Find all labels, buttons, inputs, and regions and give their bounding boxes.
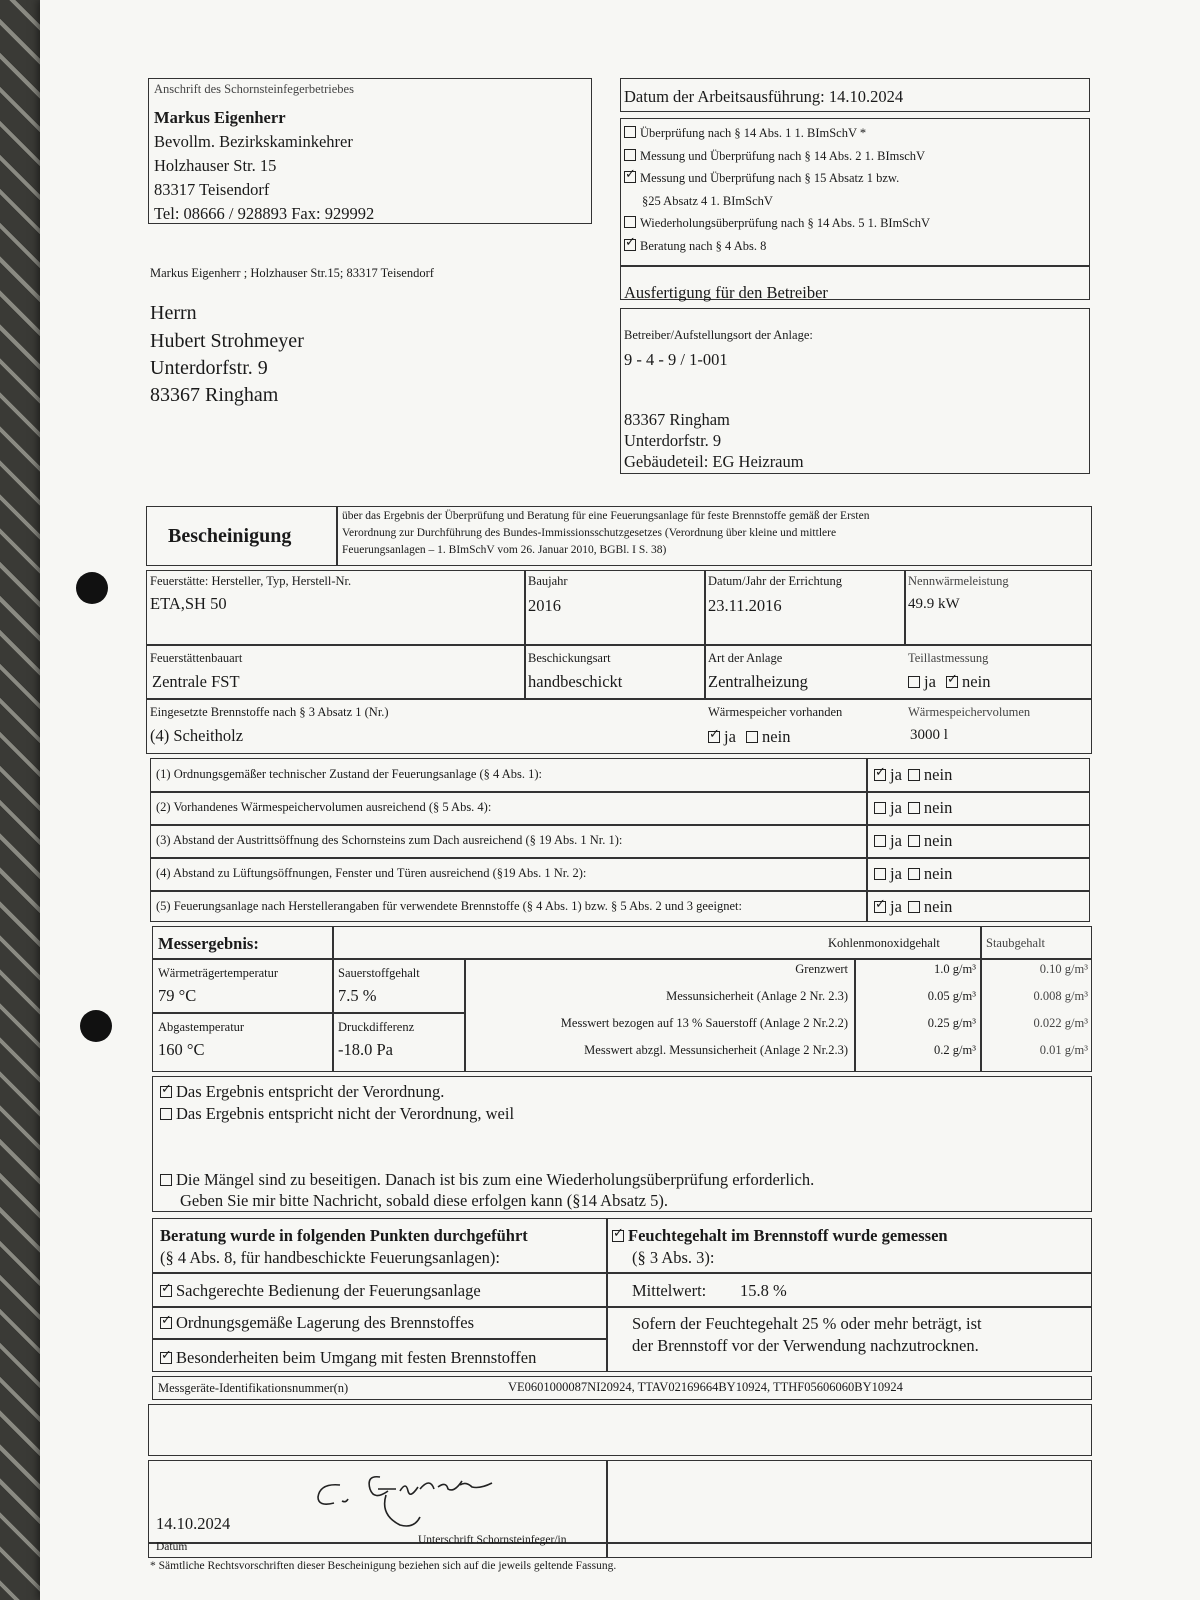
oxygen-label: Sauerstoffgehalt <box>338 966 420 980</box>
check-options: ja nein <box>874 798 952 818</box>
result-ok-checkbox[interactable] <box>160 1086 172 1098</box>
copy-label: Ausfertigung für den Betreiber <box>624 283 828 302</box>
check-label: (5) Feuerungsanlage nach Herstellerangaben für verwendete Brennstoffe (§ 4 Abs. 1) bzw. § 5 Abs. 2 und 3 geeignet: <box>156 899 742 913</box>
oxygen-value: 7.5 % <box>338 986 377 1005</box>
check-yes-checkbox[interactable] <box>874 901 886 913</box>
check-no-checkbox[interactable] <box>908 769 920 781</box>
check-no-checkbox[interactable] <box>908 868 920 880</box>
check-options: ja nein <box>874 831 952 851</box>
inspection-option: Wiederholungsüberprüfung nach § 14 Abs. 5 1. BImSchV <box>624 216 930 231</box>
inspection-option: §25 Absatz 4 1. BImSchV <box>642 193 773 208</box>
check-label: (3) Abstand der Austrittsöffnung des Schornsteins zum Dach ausreichend (§ 19 Abs. 1 Nr. 1): <box>156 833 623 847</box>
signature-image <box>300 1455 520 1535</box>
built-label: Datum/Jahr der Errichtung <box>708 574 842 588</box>
moisture-title: ✓Feuchtegehalt im Brennstoff wurde gemessen <box>612 1226 948 1246</box>
check-no-checkbox[interactable] <box>908 802 920 814</box>
advice-item-2: ✓Ordnungsgemäße Lagerung des Brennstoffes <box>160 1313 474 1333</box>
certificate-text-1: über das Ergebnis der Überprüfung und Beratung für eine Feuerungsanlage für feste Brennstoffe gemäß der Ersten <box>342 510 870 522</box>
built-value: 23.11.2016 <box>708 596 782 615</box>
feed-value: handbeschickt <box>528 672 623 691</box>
operator-caption: Betreiber/Aufstellungsort der Anlage: <box>624 328 813 342</box>
co-value: 1.0 g/m³ <box>934 962 976 976</box>
check-label: (2) Vorhandenes Wärmespeichervolumen ausreichend (§ 5 Abs. 4): <box>156 800 492 814</box>
co-header: Kohlenmonoxidgehalt <box>828 936 940 950</box>
inspection-option: Messung und Überprüfung nach § 14 Abs. 2 1. BImschV <box>624 149 925 164</box>
check-yes-checkbox[interactable] <box>874 835 886 847</box>
dust-value: 0.10 g/m³ <box>1039 962 1088 976</box>
type-label: Feuerstättenbauart <box>150 651 243 665</box>
measurement-title: Messergebnis: <box>158 934 259 953</box>
check-yes-checkbox[interactable] <box>874 802 886 814</box>
inspection-option-checkbox[interactable] <box>624 239 636 251</box>
defects-checkbox[interactable] <box>160 1174 172 1186</box>
moisture-note-2: der Brennstoff vor der Verwendung nachzutrocknen. <box>632 1336 979 1355</box>
exhaust-label: Abgastemperatur <box>158 1020 245 1034</box>
moisture-note-1: Sofern der Feuchtegehalt 25 % oder mehr beträgt, ist <box>632 1314 982 1333</box>
manufacturer-value: ETA,SH 50 <box>150 594 227 613</box>
heat-temp-value: 79 °C <box>158 986 197 1005</box>
power-label: Nennwärmeleistung <box>908 574 1009 588</box>
inspection-option-checkbox[interactable] <box>624 171 636 183</box>
moisture-checkbox[interactable] <box>612 1230 624 1242</box>
advice-item-1: ✓Sachgerechte Bedienung der Feuerungsanlage <box>160 1281 481 1301</box>
recipient-street: Unterdorfstr. 9 <box>150 357 268 379</box>
company-street: Holzhauser Str. 15 <box>154 156 277 175</box>
advice-item-3-checkbox[interactable] <box>160 1352 172 1364</box>
signature-date: 14.10.2024 <box>156 1514 231 1533</box>
advice-item-1-checkbox[interactable] <box>160 1285 172 1297</box>
storage-yes-checkbox[interactable] <box>708 731 720 743</box>
operator-building-part: Gebäudeteil: EG Heizraum <box>624 452 804 471</box>
kind-value: Zentralheizung <box>708 672 808 691</box>
company-city: 83317 Teisendorf <box>154 180 270 199</box>
co-value: 0.25 g/m³ <box>927 1016 976 1030</box>
operator-id: 9 - 4 - 9 / 1-001 <box>624 350 728 369</box>
certificate-text-3: Feuerungsanlagen – 1. BImSchV vom 26. Januar 2010, BGBl. I S. 38) <box>342 544 667 556</box>
measurement-row-label: Messunsicherheit (Anlage 2 Nr. 2.3) <box>666 989 848 1003</box>
storage-no-checkbox[interactable] <box>746 731 758 743</box>
result-defects-2: Geben Sie mir bitte Nachricht, sobald diese erfolgen kann (§14 Absatz 5). <box>180 1191 668 1210</box>
date-label: Datum <box>156 1541 188 1553</box>
result-ok: ✓Das Ergebnis entspricht der Verordnung. <box>160 1082 444 1102</box>
check-options: ✓ ja nein <box>874 897 952 917</box>
inspection-option-checkbox[interactable] <box>624 216 636 228</box>
moisture-mean-label: Mittelwert: <box>632 1281 707 1300</box>
partload-options: ja ✓ nein <box>908 672 990 692</box>
company-title: Bevollm. Bezirkskaminkehrer <box>154 132 353 151</box>
inspection-option: Überprüfung nach § 14 Abs. 1 1. BImSchV * <box>624 126 866 141</box>
co-value: 0.2 g/m³ <box>934 1043 976 1057</box>
advice-item-2-checkbox[interactable] <box>160 1317 172 1329</box>
measurement-row-label: Grenzwert <box>795 962 848 976</box>
exhaust-value: 160 °C <box>158 1040 205 1059</box>
certificate-paper <box>40 0 1200 1600</box>
volume-value: 3000 l <box>910 727 948 743</box>
devices-value: VE0601000087NI20924, TTAV02169664BY10924, TTHF05606060BY10924 <box>508 1380 903 1394</box>
measurement-row-label: Messwert abzgl. Messunsicherheit (Anlage 2 Nr.2.3) <box>584 1043 848 1057</box>
result-not-ok-checkbox[interactable] <box>160 1108 172 1120</box>
operator-city: 83367 Ringham <box>624 410 730 429</box>
year-value: 2016 <box>528 596 561 615</box>
company-phone: Tel: 08666 / 928893 Fax: 929992 <box>154 204 375 223</box>
year-label: Baujahr <box>528 574 568 588</box>
co-value: 0.05 g/m³ <box>927 989 976 1003</box>
company-name: Markus Eigenherr <box>154 108 286 127</box>
execution-date: Datum der Arbeitsausführung: 14.10.2024 <box>624 87 904 106</box>
certificate-title: Bescheinigung <box>168 525 292 547</box>
storage-options: ✓ja nein <box>708 727 790 747</box>
inspection-option: ✓Messung und Überprüfung nach § 15 Absatz 1 bzw. <box>624 171 899 186</box>
dust-header: Staubgehalt <box>986 936 1046 950</box>
moisture-subtitle: (§ 3 Abs. 3): <box>632 1248 715 1267</box>
measurement-row-label: Messwert bezogen auf 13 % Sauerstoff (Anlage 2 Nr.2.2) <box>560 1016 848 1030</box>
result-defects: Die Mängel sind zu beseitigen. Danach ist bis zum eine Wiederholungsüberprüfung erforderlich. <box>160 1170 814 1190</box>
company-caption: Anschrift des Schornsteinfegerbetriebes <box>154 82 354 96</box>
signature-label: Unterschrift Schornsteinfeger/in <box>418 1534 567 1546</box>
power-value: 49.9 kW <box>908 596 960 612</box>
check-yes-checkbox[interactable] <box>874 868 886 880</box>
pressure-value: -18.0 Pa <box>338 1040 393 1059</box>
check-no-checkbox[interactable] <box>908 901 920 913</box>
partload-no-checkbox[interactable] <box>946 676 958 688</box>
dust-value: 0.022 g/m³ <box>1033 1016 1088 1030</box>
dust-value: 0.008 g/m³ <box>1033 989 1088 1003</box>
check-yes-checkbox[interactable] <box>874 769 886 781</box>
partload-yes-checkbox[interactable] <box>908 676 920 688</box>
blank-row <box>148 1404 1092 1456</box>
recipient-name: Hubert Strohmeyer <box>150 330 304 352</box>
certificate-text-2: Verordnung zur Durchführung des Bundes-Immissionsschutzgesetzes (Verordnung über kleine und mittlere <box>342 527 837 539</box>
advice-title: Beratung wurde in folgenden Punkten durchgeführt <box>160 1226 528 1245</box>
sender-line: Markus Eigenherr ; Holzhauser Str.15; 83317 Teisendorf <box>150 266 434 280</box>
check-options: ✓ ja nein <box>874 765 952 785</box>
check-label: (4) Abstand zu Lüftungsöffnungen, Fenster und Türen ausreichend (§19 Abs. 1 Nr. 2): <box>156 866 587 880</box>
storage-label: Wärmespeicher vorhanden <box>708 705 843 719</box>
result-not-ok: Das Ergebnis entspricht nicht der Verordnung, weil <box>160 1104 514 1124</box>
heat-temp-label: Wärmeträgertemperatur <box>158 966 279 980</box>
legal-note: * Sämtliche Rechtsvorschriften dieser Bescheinigung beziehen sich auf die jeweils geltende Fassung. <box>150 1560 617 1572</box>
devices-label: Messgeräte-Identifikationsnummer(n) <box>158 1381 349 1395</box>
recipient-salutation: Herrn <box>150 302 197 324</box>
fuel-value: (4) Scheitholz <box>150 726 244 745</box>
dust-value: 0.01 g/m³ <box>1039 1043 1088 1057</box>
advice-subtitle: (§ 4 Abs. 8, für handbeschickte Feuerungsanlagen): <box>160 1248 500 1267</box>
partload-label: Teillastmessung <box>908 651 989 665</box>
operator-street: Unterdorfstr. 9 <box>624 431 722 450</box>
kind-label: Art der Anlage <box>708 651 783 665</box>
feed-label: Beschickungsart <box>528 651 611 665</box>
pressure-label: Druckdifferenz <box>338 1020 415 1034</box>
inspection-option-checkbox[interactable] <box>624 149 636 161</box>
check-no-checkbox[interactable] <box>908 835 920 847</box>
check-options: ja nein <box>874 864 952 884</box>
inspection-option-checkbox[interactable] <box>624 126 636 138</box>
moisture-mean-value: 15.8 % <box>740 1281 787 1300</box>
inspection-option: ✓Beratung nach § 4 Abs. 8 <box>624 239 766 254</box>
recipient-city: 83367 Ringham <box>150 384 279 406</box>
punch-hole-top <box>76 572 108 604</box>
manufacturer-label: Feuerstätte: Hersteller, Typ, Herstell-Nr. <box>150 574 352 588</box>
volume-label: Wärmespeichervolumen <box>908 705 1031 719</box>
check-label: (1) Ordnungsgemäßer technischer Zustand der Feuerungsanlage (§ 4 Abs. 1): <box>156 767 542 781</box>
fuel-label: Eingesetzte Brennstoffe nach § 3 Absatz 1 (Nr.) <box>150 705 389 719</box>
type-value: Zentrale FST <box>152 672 240 691</box>
punch-hole-bottom <box>80 1010 112 1042</box>
advice-item-3: ✓Besonderheiten beim Umgang mit festen Brennstoffen <box>160 1348 536 1368</box>
